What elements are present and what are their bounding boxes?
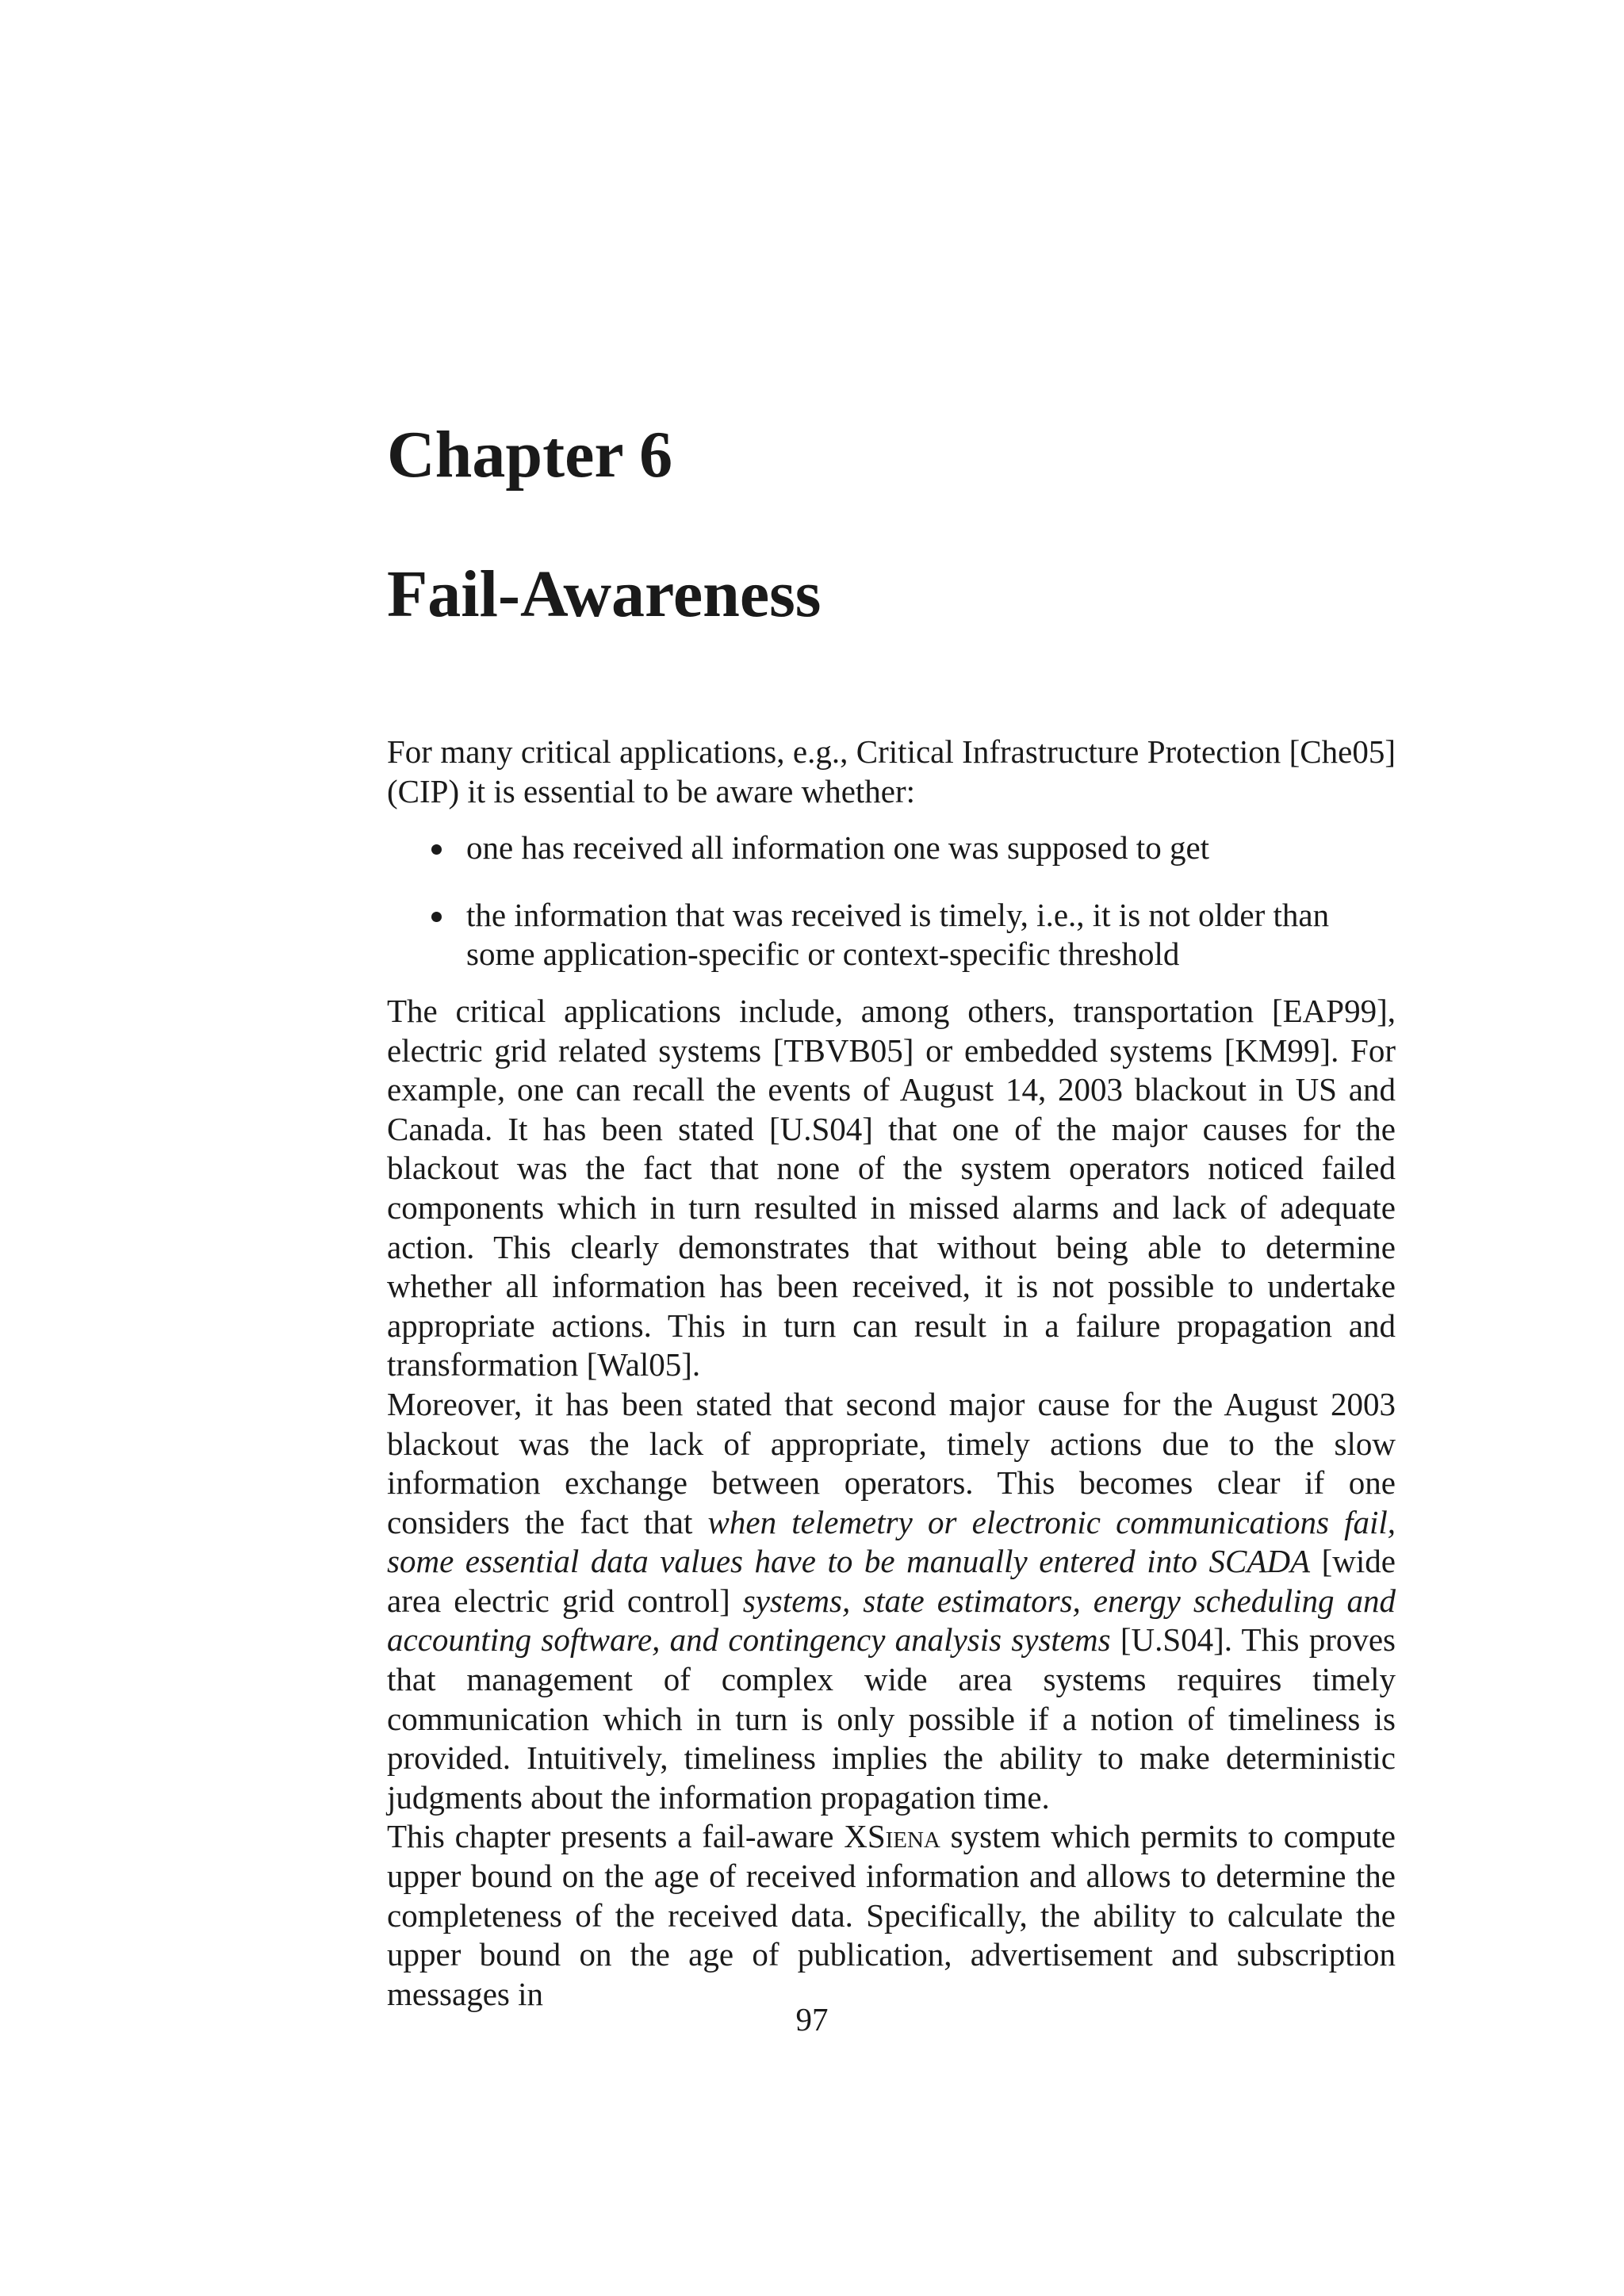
italic-quote: systems, state estimators, energy scheduling and accounting software, and contingency analysis systems — [387, 1582, 1396, 1659]
paragraph-text: This chapter presents a fail-aware X — [387, 1818, 868, 1855]
paragraph-text: [U.S04]. This proves that management of complex wide area systems requires timely communication which in turn is only possible if a notion of timeliness is provided. Intuitively, timeliness implies the ability to make deterministic judgments about the information propagation time. — [387, 1621, 1396, 1816]
bullet-icon — [431, 912, 442, 922]
paragraph-text: system which permits to compute upper bound on the age of received information and allows to determine the completeness of the received data. Specifically, the ability to calculate the upper bound on the age of publication, advertisement and subscription messages in — [387, 1818, 1396, 2012]
paragraph-critical-applications: The critical applications include, among others, transportation [EAP99], electric grid related systems [TBVB05] or embedded systems [KM99]. For example, one can recall the events of August 14, 2003 blackout in US and Canada. It has been stated [U.S04] that one of the major causes for the blackout was the fact that none of the system operators noticed failed components which in turn resulted in missed alarms and lack of adequate action. This clearly demonstrates that without being able to determine whether all information has been received, it is not possible to undertake appropriate actions. This in turn can result in a failure propagation and transformation [Wal05]. — [387, 992, 1396, 1383]
bullet-text: one has received all information one was supposed to get — [466, 829, 1210, 867]
intro-paragraph: For many critical applications, e.g., Critical Infrastructure Protection [Che05] (CIP) it is essential to be aware whether: — [387, 733, 1396, 809]
paragraph-text: [wide area electric grid control] — [387, 1543, 1396, 1619]
paragraph-text: Moreover, it has been stated that second major cause for the August 2003 blackout was the lack of appropriate, timely actions due to the slow information exchange between operators. This becomes clear if one considers the fact that — [387, 1385, 1396, 1540]
paragraph-blackout-cause — [387, 1385, 1396, 1818]
bullet-item — [387, 896, 1396, 974]
bullet-item — [387, 828, 1396, 868]
page-number: 97 — [795, 2001, 829, 2038]
bullet-icon — [431, 844, 442, 855]
paragraph-chapter-overview — [387, 1817, 1396, 2014]
chapter-body — [387, 733, 1396, 2014]
system-name-smallcaps: Siena — [867, 1818, 940, 1855]
chapter-label: Chapter 6 — [387, 418, 673, 492]
italic-quote: when telemetry or electronic communications fail, some essential data values have to be manually entered into SCADA — [387, 1503, 1396, 1580]
chapter-title: Fail-Awareness — [387, 557, 822, 631]
bullet-text: the information that was received is timely, i.e., it is not older than some application-specific or context-specific threshold — [466, 896, 1330, 973]
bullet-list — [387, 828, 1396, 974]
